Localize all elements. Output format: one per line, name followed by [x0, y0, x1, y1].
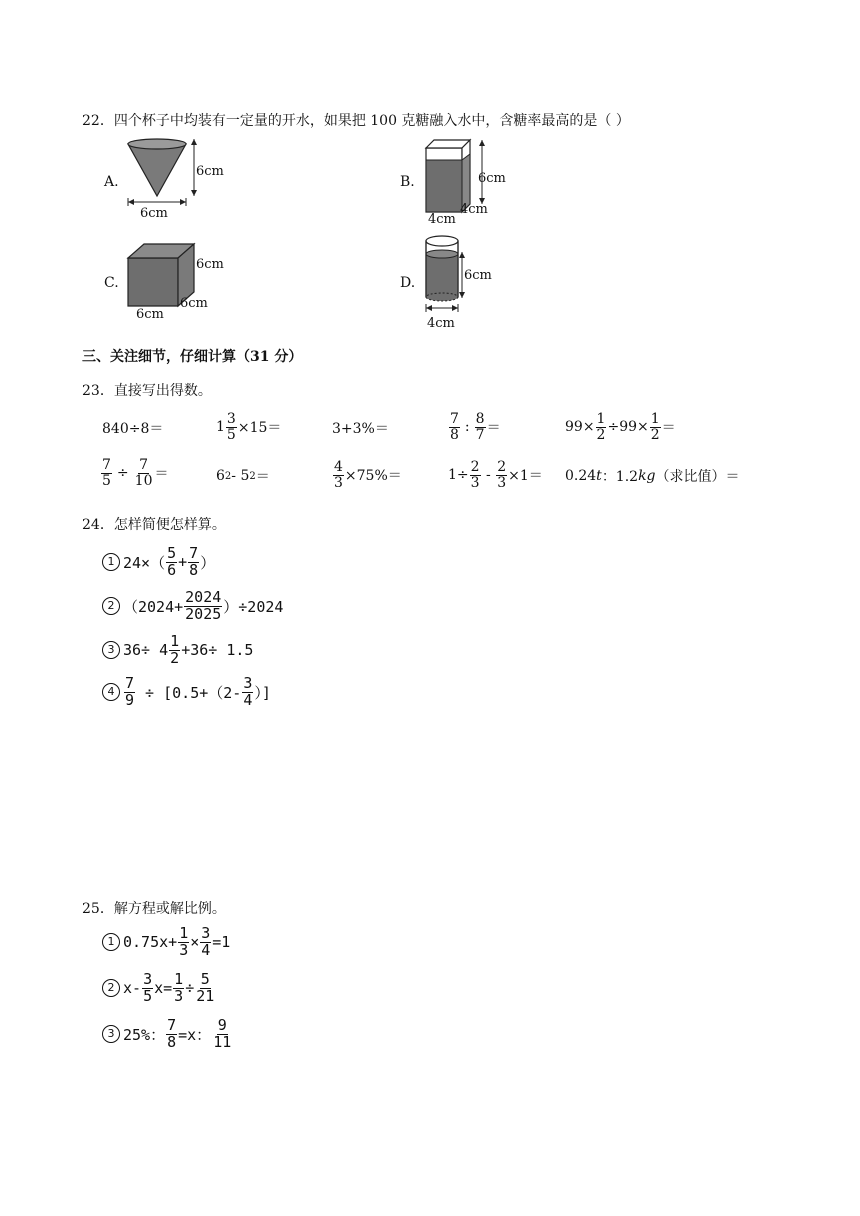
question-25-text: 25．解方程或解比例。	[82, 901, 226, 917]
calc-1-1: 840÷8＝	[102, 421, 164, 437]
cone-height-label: 6cm	[196, 164, 224, 179]
option-d-label: D.	[400, 275, 416, 291]
simplify-1: 1 24×（ $\frac{5}{6}$ + $\frac{7}{8}$ ）	[102, 546, 215, 579]
equation-1: 1 0.75x+ $\frac{1}{3}$ × $\frac{3}{4}$ =1	[102, 926, 230, 959]
calc-2-5: 0.24 t ：1.2 kg （求比值）＝	[565, 468, 740, 485]
cuboid-height-label: 6cm	[478, 171, 506, 186]
option-b-label: B.	[400, 174, 415, 190]
cuboid-depth-label: 4cm	[460, 202, 488, 217]
cylinder-diameter-label: 4cm	[427, 316, 455, 331]
equation-3: 3 25%： $\frac{7}{8}$ =x： $\frac{9}{11}$	[102, 1018, 233, 1051]
cube-width-label: 6cm	[136, 307, 164, 322]
option-a-label: A.	[104, 174, 119, 190]
cube-height-label: 6cm	[196, 257, 224, 272]
cone-diameter-label: 6cm	[140, 206, 168, 221]
equation-2: 2 x- $\frac{3}{5}$ x= $\frac{1}{3}$ ÷ $\frac{5}{21}$	[102, 972, 216, 1005]
cube-depth-label: 6cm	[180, 296, 208, 311]
section-3-heading: 三、关注细节，仔细计算（31 分）	[82, 349, 303, 365]
simplify-4: 4 $\frac{7}{9}$ ÷ [0.5+（2- $\frac{3}{4}$ ）]	[102, 676, 271, 709]
calc-2-3: $\frac{4}{3}$ ×75%＝	[334, 459, 402, 491]
question-24-text: 24．怎样简便怎样算。	[82, 517, 226, 533]
option-c-label: C.	[104, 275, 119, 291]
cuboid-width-label: 4cm	[428, 212, 456, 227]
cone-figure	[120, 136, 230, 222]
simplify-2: 2 （2024+ $\frac{2024}{2025}$ ）÷2024	[102, 590, 283, 623]
calc-1-4: $\frac{7}{8}$ : $\frac{8}{7}$ ＝	[450, 411, 501, 443]
calc-1-2: 1 $\frac{3}{5}$ ×15＝	[216, 411, 282, 443]
calc-2-4: 1÷ $\frac{2}{3}$ - $\frac{2}{3}$ ×1＝	[448, 459, 543, 491]
calc-2-2: 6 2 - 5 2 ＝	[216, 468, 270, 485]
cylinder-height-label: 6cm	[464, 268, 492, 283]
question-22-text: 22．四个杯子中均装有一定量的开水，如果把 100 克糖融入水中，含糖率最高的是（ ）	[82, 113, 630, 129]
calc-2-1: $\frac{7}{5}$ ÷ $\frac{7}{10}$ ＝	[102, 457, 169, 489]
simplify-3: 3 36÷ 4 $\frac{1}{2}$ +36÷ 1.5	[102, 634, 253, 667]
calc-1-5: 99× $\frac{1}{2}$ ÷99× $\frac{1}{2}$ ＝	[565, 411, 676, 443]
calc-1-3: 3+3%＝	[332, 421, 389, 437]
question-23-text: 23．直接写出得数。	[82, 383, 212, 399]
